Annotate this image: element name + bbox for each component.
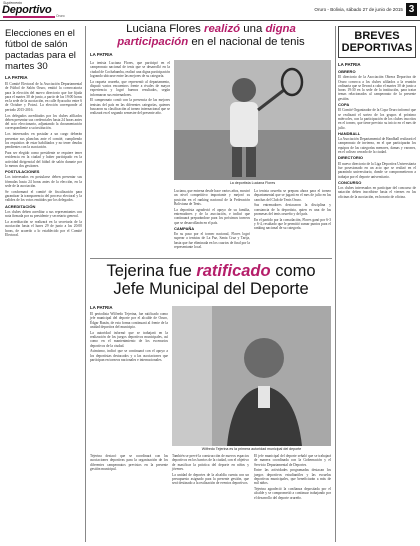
- tejerina-photo: [172, 306, 331, 446]
- left-paragraph: Los interesados en postularse deben presentar sus fórmulas hasta 24 horas antes de la elección, en la sede de la asociación.: [5, 175, 82, 189]
- article1-section-label: LA PATRIA: [90, 52, 113, 57]
- left-subhead: ACREDITACIÓN: [5, 203, 36, 209]
- article1-col3: [254, 189, 331, 232]
- article2-paragraph: La autoridad informó que se trabajará en la realización de los juegos deportivos municipales, así como en el mantenimiento de los escenarios deportivos de la ciudad.: [90, 330, 168, 348]
- left-paragraph: Se conformará el comité de fiscalización para garantizar la transparencia del proceso electoral y la validez de los votos emitidos por los delegados.: [5, 189, 82, 203]
- left-headline: Elecciones en el fútbol de salón pactadas para el martes 30: [5, 28, 76, 72]
- article2-section-label: LA PATRIA: [90, 305, 113, 310]
- portrait-illustration: [172, 306, 331, 446]
- page-number: 3: [406, 3, 417, 16]
- left-paragraph: El Comité Electoral de la Asociación Departamental de Fútbol de Salón Oruro, emitió la convocatoria para la elección del nuevo directorio que fue fijada para el martes 30 de junio, a partir de las 19:00 horas en la sede de la asociación, en calle Ayacucho entre 6 de Octubre y Potosí. La elección corresponde al periodo 2015-2016.: [5, 82, 82, 112]
- article2-col1-continued: [90, 454, 168, 473]
- headline-text: Jefe Municipal del Deporte: [113, 280, 309, 298]
- headline-text: una: [240, 23, 266, 35]
- brief-text: El Comité Organizador de la Copa Oruro informó que se realizará el sorteo de los grupos el próximo miércoles, con la participación de los clubes inscritos en el torneo, que tiene previsto su inicio en el mes de julio.: [338, 108, 416, 130]
- brief-title: OBRERO: [338, 69, 356, 74]
- dateline: Oruro - Bolivia, sábado 27 de junio de 2015: [314, 7, 403, 12]
- article1-paragraph: Luciana, que entrena desde hace varios años, mostró un nivel competitivo importante y mejoró su posición en el ranking nacional de la Federación Boliviana de Tenis.: [174, 189, 250, 206]
- sidebar-title-box: [338, 26, 416, 58]
- left-body: [5, 82, 82, 237]
- brief-text: Los clubes interesados en participar del concurso de natación deben inscribirse hasta el viernes en las oficinas de la asociación, en horario de oficina.: [338, 186, 416, 199]
- article1-subhead: CAMPAÑA: [174, 225, 195, 231]
- article2-paragraph: Entre las actividades programadas destacan los juegos deportivos estudiantiles y las escuelas deportivas municipales, que beneficiarán a más de mil niños.: [254, 468, 331, 486]
- logo-tag: Oruro: [56, 14, 65, 18]
- left-paragraph: Los interesados en postular a un cargo deberán presentar sus planchas ante el comité, cumpliendo los requisitos de estar habilitados y no tener deudas pendientes con la asociación.: [5, 132, 82, 150]
- article1-paragraph: La tenista orureña se prepara ahora para el torneo departamental que se jugará en el mes de julio en las canchas del Club de Tenis Oruro.: [254, 189, 331, 202]
- article2-col2: [172, 454, 249, 487]
- article2-paragraph: El periodista Wilfredo Tejerina, fue ratificado como jefe municipal del deporte por el alcalde de Oruro, Édgar Bazán, de esta forma continuará al frente de la unidad deportiva del municipio.: [90, 312, 168, 329]
- sidebar-title-line2: DEPORTIVAS: [341, 42, 413, 54]
- brief-title: DIRECTORIO: [338, 155, 364, 161]
- brief-text: El directorio de la Asociación Obrera Deportiva de Oruro convoca a los clubes afiliados a la reunión ordinaria que se llevará a cabo el martes 30 de junio a horas 19:30 en la sede de la institución, para tratar temas relacionados al campeonato de la presente gestión.: [338, 75, 416, 101]
- article2-col3: [254, 454, 331, 501]
- brief-title: CONCURSO: [338, 179, 362, 185]
- headline-text: como: [270, 262, 316, 280]
- article2-headline: [90, 262, 332, 298]
- sidebar-divider: [335, 26, 336, 542]
- supplement-logo: [2, 1, 72, 19]
- tennis-player-illustration: [174, 60, 331, 180]
- article-luciana: [90, 23, 332, 255]
- article2-paragraph: El jefe municipal del deporte señaló que se trabajará de manera coordinada con la Gobernación y el Servicio Departamental de Deportes.: [254, 454, 331, 467]
- left-subhead: POSTULACIONES: [5, 169, 40, 175]
- article1-col2: [174, 189, 250, 251]
- article-tejerina: [90, 262, 332, 542]
- left-paragraph: Los clubes deben acreditar a sus representantes con nota firmada por su presidente y secretario general.: [5, 210, 82, 219]
- left-paragraph: Para ser elegido como presidente se requiere tener residencia en la ciudad y haber participado en la actividad dirigencial del fútbol de salón durante por lo menos dos gestiones.: [5, 150, 82, 168]
- article1-paragraph: En su paso por el torneo nacional, Flores logró superar a tenistas de La Paz, Santa Cruz y Tarija, hasta que fue eliminada en los cuartos de final por la representante local.: [174, 232, 250, 250]
- brief-title: HANDBALL: [338, 130, 361, 136]
- brief-text: La Asociación Departamental de Handball realizará el campeonato de invierno, en el que participarán los equipos de las categorías menores, damas y varones, en el coliseo cerrado de la ciudad.: [338, 137, 416, 155]
- sidebar-title-line1: BREVES: [354, 30, 400, 42]
- left-column: [5, 28, 82, 542]
- sidebar-section-label: LA PATRIA: [338, 62, 361, 67]
- brief-text: El nuevo directorio de la Liga Deportiva Universitaria fue posesionado en un acto que se realizó en el paraninfo universitario, donde se comprometieron a trabajar por el deporte universitario.: [338, 161, 416, 179]
- article1-paragraph: En el partido por la consolación, Flores ganó por 6-3 y 6-4, resultado que le permitió sumar puntos para el ranking nacional de su categoría.: [254, 217, 331, 231]
- headline-highlight: ratificado: [196, 262, 271, 280]
- headline-text: Tejerina fue: [106, 262, 197, 280]
- article2-paragraph: También se prevé la construcción de nuevos espacios deportivos en los barrios de la ciudad, con el objetivo de masificar la práctica del deporte en niños y jóvenes.: [172, 454, 249, 471]
- article2-paragraph: Asimismo, indicó que se continuará con el apoyo a los deportistas destacados y a las asociaciones que participan en torneos nacionales e internacionales.: [90, 349, 168, 362]
- headline-text: en el nacional de tenis: [188, 36, 305, 48]
- article1-paragraph: La deportista agradeció el apoyo de su familia, entrenadores y de la asociación, e indicó que continuará preparándose para los próximos torneos que se desarrollarán en el país.: [174, 207, 250, 225]
- logo-small-text: Suplemento: [3, 1, 23, 5]
- left-paragraph: Los delegados acreditados por los clubes afiliados deben presentar sus credenciales hasta 24 horas antes del acto eleccionario, adjuntando la documentación correspondiente a su institución.: [5, 113, 82, 131]
- headline-text: Luciana Flores: [126, 23, 205, 35]
- headline-highlight: realizó: [204, 23, 241, 35]
- article2-paragraph: Tejerina destacó que se coordinará con las asociaciones deportivas para la organización de los diferentes campeonatos previstos en la presente gestión municipal.: [90, 454, 168, 471]
- article1-paragraph: La raqueta orureña, que representó al departamento, disputó varios encuentros frente a rivales de mayor experiencia y logró buenos resultados, según informaron sus entrenadores.: [90, 79, 170, 97]
- headline-highlight: digna: [265, 23, 296, 35]
- article2-col1: [90, 312, 168, 364]
- left-column-divider: [85, 26, 86, 542]
- breves-sidebar: [338, 26, 416, 542]
- article-divider: [90, 258, 332, 259]
- article1-photo-caption: La deportista Luciana Flores: [229, 181, 276, 185]
- page-header: [0, 0, 420, 21]
- logo-underline: [3, 16, 55, 18]
- article2-photo-caption: Wilfredo Tejerina es la primera autoridad municipal del deporte: [201, 447, 302, 451]
- left-paragraph: La acreditación se realizará en la secretaría de la asociación hasta el lunes 29 de junio a las 20:00 horas, de acuerdo a lo establecido por el Comité Electoral.: [5, 220, 82, 237]
- sidebar-items: [338, 70, 416, 199]
- article2-paragraph: La unidad de deportes de la alcaldía cuenta con un presupuesto asignado para la presente gestión, que será destinado a la realización de eventos deportivos.: [172, 472, 249, 486]
- article1-paragraph: La tenista Luciana Flores, que participó en el campeonato nacional de tenis que se desarrolló en la ciudad de Cochabamba, realizó una digna participación logrando ubicarse entre las mejores de su categoría.: [90, 61, 170, 78]
- article1-paragraph: El campeonato contó con la presencia de las mejores tenistas del país en las diferentes categorías, quienes buscaron su clasificación al torneo internacional que se realizará en el segundo semestre del presente año.: [90, 98, 170, 116]
- brief-title: COPA: [338, 102, 350, 108]
- article2-paragraph: Tejerina agradeció la confianza depositada por el alcalde y se comprometió a continuar trabajando por el desarrollo del deporte orureño.: [254, 487, 331, 500]
- article1-headline: [90, 23, 332, 49]
- article1-paragraph: Sus entrenadores destacaron la disciplina y constancia de la deportista, quien es una de las promesas del tenis orureño y del país.: [254, 203, 331, 216]
- luciana-photo: [174, 60, 331, 180]
- logo-title: Deportivo: [2, 4, 52, 16]
- article1-col1: [90, 61, 170, 117]
- headline-highlight: participación: [117, 36, 189, 48]
- left-section-label: LA PATRIA: [5, 75, 28, 80]
